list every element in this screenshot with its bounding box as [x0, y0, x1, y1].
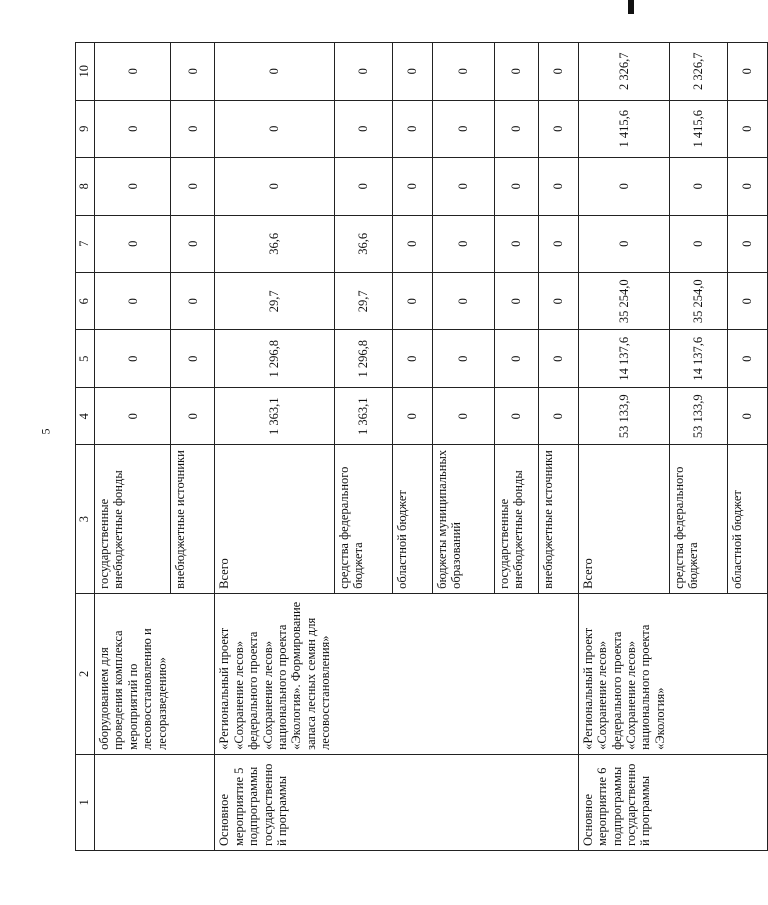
- description-cell: [727, 593, 767, 754]
- table-row: [538, 43, 578, 851]
- activity-cell: [171, 754, 215, 850]
- value-cell: 0: [494, 158, 538, 215]
- table-row: [494, 43, 538, 851]
- value-cell: 36,6: [334, 215, 392, 272]
- table-row: [432, 43, 494, 851]
- corner-mark: [628, 0, 634, 14]
- table-row: [215, 43, 335, 851]
- value-cell: 0: [538, 158, 578, 215]
- page-number: 5: [38, 428, 53, 435]
- value-cell: 0: [538, 330, 578, 387]
- value-cell: 0: [171, 215, 215, 272]
- value-cell: 0: [727, 215, 767, 272]
- header-cell: 3: [76, 445, 95, 593]
- value-cell: 0: [171, 387, 215, 444]
- value-cell: 0: [392, 273, 432, 330]
- value-cell: 0: [95, 387, 171, 444]
- value-cell: 2 326,7: [669, 43, 727, 101]
- value-cell: 0: [392, 158, 432, 215]
- value-cell: 0: [334, 43, 392, 101]
- table-row: [727, 43, 767, 851]
- value-cell: 0: [95, 273, 171, 330]
- description-cell: «Региональный проект «Сохранение лесов» федерального проекта «Сохранение лесов» национального проекта «Экология»: [578, 593, 669, 754]
- value-cell: 0: [95, 158, 171, 215]
- table-row: [171, 43, 215, 851]
- header-row: [76, 43, 95, 851]
- description-cell: [334, 593, 392, 754]
- value-cell: 0: [215, 43, 335, 101]
- funding-source-cell: государственные внебюджетные фонды: [95, 445, 171, 593]
- activity-cell: [95, 754, 171, 850]
- value-cell: 1 415,6: [669, 100, 727, 157]
- value-cell: 0: [727, 273, 767, 330]
- value-cell: 0: [334, 100, 392, 157]
- funding-source-cell: Всего: [215, 445, 335, 593]
- description-cell: [669, 593, 727, 754]
- value-cell: 0: [392, 43, 432, 101]
- value-cell: 2 326,7: [578, 43, 669, 101]
- activity-cell: [494, 754, 538, 850]
- value-cell: 0: [171, 43, 215, 101]
- value-cell: 0: [538, 43, 578, 101]
- value-cell: 0: [432, 330, 494, 387]
- funding-source-cell: государственные внебюджетные фонды: [494, 445, 538, 593]
- value-cell: 0: [538, 273, 578, 330]
- activity-cell: [727, 754, 767, 850]
- value-cell: 1 363,1: [334, 387, 392, 444]
- activity-cell: [392, 754, 432, 850]
- value-cell: 0: [727, 43, 767, 101]
- value-cell: 0: [578, 215, 669, 272]
- value-cell: 1 296,8: [215, 330, 335, 387]
- value-cell: 0: [215, 158, 335, 215]
- activity-cell: Основное мероприятие 6 подпрограммы государственной программы: [578, 754, 669, 850]
- value-cell: 0: [392, 215, 432, 272]
- table-row: [95, 43, 171, 851]
- value-cell: 29,7: [334, 273, 392, 330]
- activity-cell: [538, 754, 578, 850]
- funding-source-cell: Всего: [578, 445, 669, 593]
- value-cell: 0: [215, 100, 335, 157]
- value-cell: 0: [95, 330, 171, 387]
- value-cell: 0: [392, 387, 432, 444]
- description-cell: «Региональный проект «Сохранение лесов» федерального проекта «Сохранение лесов» национального проекта «Экология». Формирование запаса лесных семян для лесовосстановления»: [215, 593, 335, 754]
- value-cell: 0: [95, 43, 171, 101]
- value-cell: 0: [432, 387, 494, 444]
- header-cell: 1: [76, 754, 95, 850]
- value-cell: 0: [171, 100, 215, 157]
- activity-cell: [669, 754, 727, 850]
- table-stage: [75, 42, 754, 851]
- value-cell: 0: [171, 273, 215, 330]
- value-cell: 1 415,6: [578, 100, 669, 157]
- table-row: [392, 43, 432, 851]
- value-cell: 53 133,9: [578, 387, 669, 444]
- value-cell: 35 254,0: [578, 273, 669, 330]
- funding-source-cell: средства федерального бюджета: [334, 445, 392, 593]
- funding-source-cell: внебюджетные источники: [538, 445, 578, 593]
- value-cell: 0: [171, 158, 215, 215]
- funding-source-cell: средства федерального бюджета: [669, 445, 727, 593]
- description-cell: оборудованием для проведения комплекса мероприятий по лесовосстановлению и лесоразведению»: [95, 593, 171, 754]
- header-cell: 2: [76, 593, 95, 754]
- value-cell: 0: [727, 330, 767, 387]
- rotated-table-wrapper: [75, 42, 754, 851]
- header-cell: 5: [76, 330, 95, 387]
- description-cell: [392, 593, 432, 754]
- value-cell: 53 133,9: [669, 387, 727, 444]
- value-cell: 0: [432, 158, 494, 215]
- header-cell: 10: [76, 43, 95, 101]
- funding-source-cell: областной бюджет: [392, 445, 432, 593]
- value-cell: 0: [538, 215, 578, 272]
- funding-source-cell: внебюджетные источники: [171, 445, 215, 593]
- value-cell: 36,6: [215, 215, 335, 272]
- value-cell: 0: [494, 100, 538, 157]
- value-cell: 0: [171, 330, 215, 387]
- value-cell: 14 137,6: [669, 330, 727, 387]
- header-cell: 8: [76, 158, 95, 215]
- value-cell: 0: [334, 158, 392, 215]
- value-cell: 0: [432, 43, 494, 101]
- value-cell: 1 363,1: [215, 387, 335, 444]
- activity-cell: Основное мероприятие 5 подпрограммы государственной программы: [215, 754, 335, 850]
- value-cell: 0: [669, 215, 727, 272]
- value-cell: 29,7: [215, 273, 335, 330]
- budget-table: [75, 42, 768, 851]
- value-cell: 0: [392, 100, 432, 157]
- activity-cell: [432, 754, 494, 850]
- header-cell: 6: [76, 273, 95, 330]
- value-cell: 0: [95, 215, 171, 272]
- value-cell: 0: [494, 330, 538, 387]
- value-cell: 0: [95, 100, 171, 157]
- table-row: [669, 43, 727, 851]
- value-cell: 0: [432, 273, 494, 330]
- description-cell: [494, 593, 538, 754]
- value-cell: 1 296,8: [334, 330, 392, 387]
- value-cell: 0: [669, 158, 727, 215]
- value-cell: 0: [494, 387, 538, 444]
- value-cell: 0: [392, 330, 432, 387]
- value-cell: 0: [727, 387, 767, 444]
- description-cell: [171, 593, 215, 754]
- funding-source-cell: бюджеты муниципальных образований: [432, 445, 494, 593]
- value-cell: 0: [727, 158, 767, 215]
- value-cell: 14 137,6: [578, 330, 669, 387]
- header-cell: 7: [76, 215, 95, 272]
- header-cell: 4: [76, 387, 95, 444]
- value-cell: 0: [494, 215, 538, 272]
- value-cell: 0: [432, 100, 494, 157]
- value-cell: 0: [494, 273, 538, 330]
- activity-cell: [334, 754, 392, 850]
- value-cell: 0: [538, 387, 578, 444]
- funding-source-cell: областной бюджет: [727, 445, 767, 593]
- value-cell: 0: [727, 100, 767, 157]
- description-cell: [538, 593, 578, 754]
- value-cell: 0: [538, 100, 578, 157]
- table-row: [578, 43, 669, 851]
- value-cell: 35 254,0: [669, 273, 727, 330]
- header-cell: 9: [76, 100, 95, 157]
- value-cell: 0: [432, 215, 494, 272]
- table-row: [334, 43, 392, 851]
- value-cell: 0: [578, 158, 669, 215]
- description-cell: [432, 593, 494, 754]
- value-cell: 0: [494, 43, 538, 101]
